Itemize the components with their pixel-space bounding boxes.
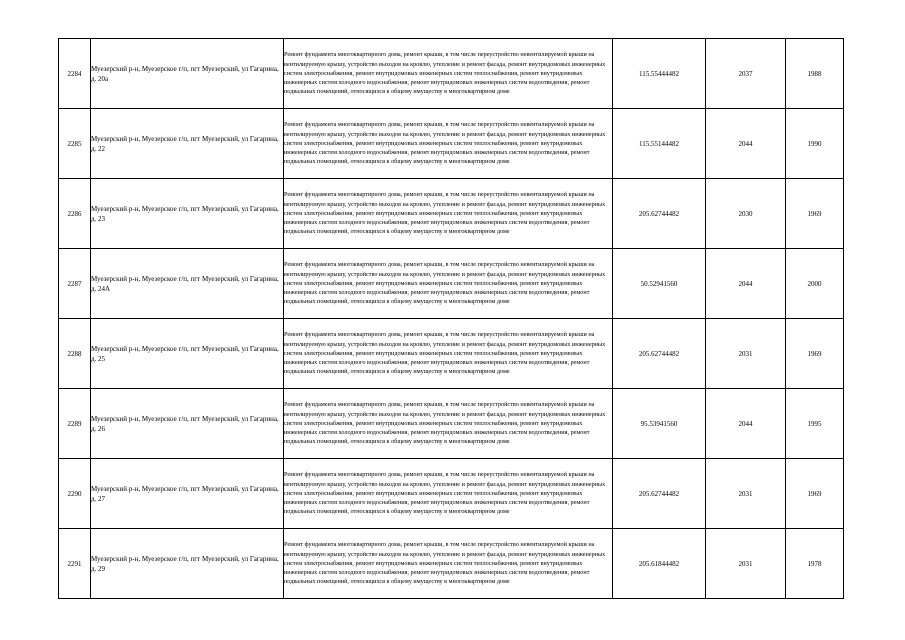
housing-repair-table xyxy=(58,38,844,599)
repair-year-cell: 2044 xyxy=(706,249,786,319)
row-number: 2284 xyxy=(59,39,91,109)
work-description-cell: Ремонт фундамента многоквартирного дома, ремонт крыши, в том числе переустройство невентилируемой крыши на вентилируемую крышу, устройство выходов на кровлю, утепление и ремонт фасада, ремонт внутридомовых инженерных систем электроснабжения, ремонт внутридомовых инженерных систем теплоснабжения, ремонт внутридомовых инженерных систем холодного водоснабжения, ремонт внутридомовых инженерных систем водоотведения, ремонт подвальных помещений, относящихся к общему имуществу в многоквартирном доме xyxy=(284,389,613,459)
cost-cell: 115.55444482 xyxy=(613,39,706,109)
table-row xyxy=(59,389,844,459)
row-number: 2285 xyxy=(59,109,91,179)
table-row xyxy=(59,319,844,389)
build-year-cell: 1995 xyxy=(786,389,844,459)
repair-year-cell: 2030 xyxy=(706,179,786,249)
address-cell: Муезерский р-н, Муезерское г/п, пгт Муезерский, ул Гагарина, д. 26 xyxy=(91,389,284,459)
address-cell: Муезерский р-н, Муезерское г/п, пгт Муезерский, ул Гагарина, д. 27 xyxy=(91,459,284,529)
work-description-cell: Ремонт фундамента многоквартирного дома, ремонт крыши, в том числе переустройство невентилируемой крыши на вентилируемую крышу, устройство выходов на кровлю, утепление и ремонт фасада, ремонт внутридомовых инженерных систем электроснабжения, ремонт внутридомовых инженерных систем теплоснабжения, ремонт внутридомовых инженерных систем холодного водоснабжения, ремонт внутридомовых инженерных систем водоотведения, ремонт подвальных помещений, относящихся к общему имуществу в многоквартирном доме xyxy=(284,39,613,109)
repair-year-cell: 2031 xyxy=(706,529,786,599)
build-year-cell: 1969 xyxy=(786,319,844,389)
cost-cell: 205.62744482 xyxy=(613,179,706,249)
build-year-cell: 1969 xyxy=(786,179,844,249)
table-row xyxy=(59,529,844,599)
cost-cell: 115.55144482 xyxy=(613,109,706,179)
address-cell: Муезерский р-н, Муезерское г/п, пгт Муезерский, ул Гагарина, д. 23 xyxy=(91,179,284,249)
address-cell: Муезерский р-н, Муезерское г/п, пгт Муезерский, ул Гагарина, д. 29 xyxy=(91,529,284,599)
table-row xyxy=(59,109,844,179)
cost-cell: 95.53941560 xyxy=(613,389,706,459)
repair-year-cell: 2031 xyxy=(706,319,786,389)
address-cell: Муезерский р-н, Муезерское г/п, пгт Муезерский, ул Гагарина, д. 22 xyxy=(91,109,284,179)
work-description-cell: Ремонт фундамента многоквартирного дома, ремонт крыши, в том числе переустройство невентилируемой крыши на вентилируемую крышу, устройство выходов на кровлю, утепление и ремонт фасада, ремонт внутридомовых инженерных систем электроснабжения, ремонт внутридомовых инженерных систем теплоснабжения, ремонт внутридомовых инженерных систем холодного водоснабжения, ремонт внутридомовых инженерных систем водоотведения, ремонт подвальных помещений, относящихся к общему имуществу в многоквартирном доме xyxy=(284,319,613,389)
row-number: 2289 xyxy=(59,389,91,459)
repair-year-cell: 2037 xyxy=(706,39,786,109)
row-number: 2290 xyxy=(59,459,91,529)
address-cell: Муезерский р-н, Муезерское г/п, пгт Муезерский, ул Гагарина, д. 20а xyxy=(91,39,284,109)
cost-cell: 205.62744482 xyxy=(613,319,706,389)
build-year-cell: 1969 xyxy=(786,459,844,529)
row-number: 2291 xyxy=(59,529,91,599)
work-description-cell: Ремонт фундамента многоквартирного дома, ремонт крыши, в том числе переустройство невентилируемой крыши на вентилируемую крышу, устройство выходов на кровлю, утепление и ремонт фасада, ремонт внутридомовых инженерных систем электроснабжения, ремонт внутридомовых инженерных систем теплоснабжения, ремонт внутридомовых инженерных систем холодного водоснабжения, ремонт внутридомовых инженерных систем водоотведения, ремонт подвальных помещений, относящихся к общему имуществу в многоквартирном доме xyxy=(284,529,613,599)
build-year-cell: 1988 xyxy=(786,39,844,109)
work-description-cell: Ремонт фундамента многоквартирного дома, ремонт крыши, в том числе переустройство невентилируемой крыши на вентилируемую крышу, устройство выходов на кровлю, утепление и ремонт фасада, ремонт внутридомовых инженерных систем электроснабжения, ремонт внутридомовых инженерных систем теплоснабжения, ремонт внутридомовых инженерных систем холодного водоснабжения, ремонт внутридомовых инженерных систем водоотведения, ремонт подвальных помещений, относящихся к общему имуществу в многоквартирном доме xyxy=(284,459,613,529)
address-cell: Муезерский р-н, Муезерское г/п, пгт Муезерский, ул Гагарина, д. 24А xyxy=(91,249,284,319)
row-number: 2288 xyxy=(59,319,91,389)
address-cell: Муезерский р-н, Муезерское г/п, пгт Муезерский, ул Гагарина, д. 25 xyxy=(91,319,284,389)
build-year-cell: 2000 xyxy=(786,249,844,319)
work-description-cell: Ремонт фундамента многоквартирного дома, ремонт крыши, в том числе переустройство невентилируемой крыши на вентилируемую крышу, устройство выходов на кровлю, утепление и ремонт фасада, ремонт внутридомовых инженерных систем электроснабжения, ремонт внутридомовых инженерных систем теплоснабжения, ремонт внутридомовых инженерных систем холодного водоснабжения, ремонт внутридомовых инженерных систем водоотведения, ремонт подвальных помещений, относящихся к общему имуществу в многоквартирном доме xyxy=(284,109,613,179)
repair-year-cell: 2044 xyxy=(706,109,786,179)
table-row xyxy=(59,459,844,529)
build-year-cell: 1978 xyxy=(786,529,844,599)
row-number: 2286 xyxy=(59,179,91,249)
work-description-cell: Ремонт фундамента многоквартирного дома, ремонт крыши, в том числе переустройство невентилируемой крыши на вентилируемую крышу, устройство выходов на кровлю, утепление и ремонт фасада, ремонт внутридомовых инженерных систем электроснабжения, ремонт внутридомовых инженерных систем теплоснабжения, ремонт внутридомовых инженерных систем холодного водоснабжения, ремонт внутридомовых инженерных систем водоотведения, ремонт подвальных помещений, относящихся к общему имуществу в многоквартирном доме xyxy=(284,249,613,319)
repair-year-cell: 2044 xyxy=(706,389,786,459)
work-description-cell: Ремонт фундамента многоквартирного дома, ремонт крыши, в том числе переустройство невентилируемой крыши на вентилируемую крышу, устройство выходов на кровлю, утепление и ремонт фасада, ремонт внутридомовых инженерных систем электроснабжения, ремонт внутридомовых инженерных систем теплоснабжения, ремонт внутридомовых инженерных систем холодного водоснабжения, ремонт внутридомовых инженерных систем водоотведения, ремонт подвальных помещений, относящихся к общему имуществу в многоквартирном доме xyxy=(284,179,613,249)
table-row xyxy=(59,179,844,249)
row-number: 2287 xyxy=(59,249,91,319)
table-row xyxy=(59,39,844,109)
table-row xyxy=(59,249,844,319)
cost-cell: 50.52941560 xyxy=(613,249,706,319)
cost-cell: 205.62744482 xyxy=(613,459,706,529)
repair-year-cell: 2031 xyxy=(706,459,786,529)
build-year-cell: 1990 xyxy=(786,109,844,179)
cost-cell: 205.61844482 xyxy=(613,529,706,599)
